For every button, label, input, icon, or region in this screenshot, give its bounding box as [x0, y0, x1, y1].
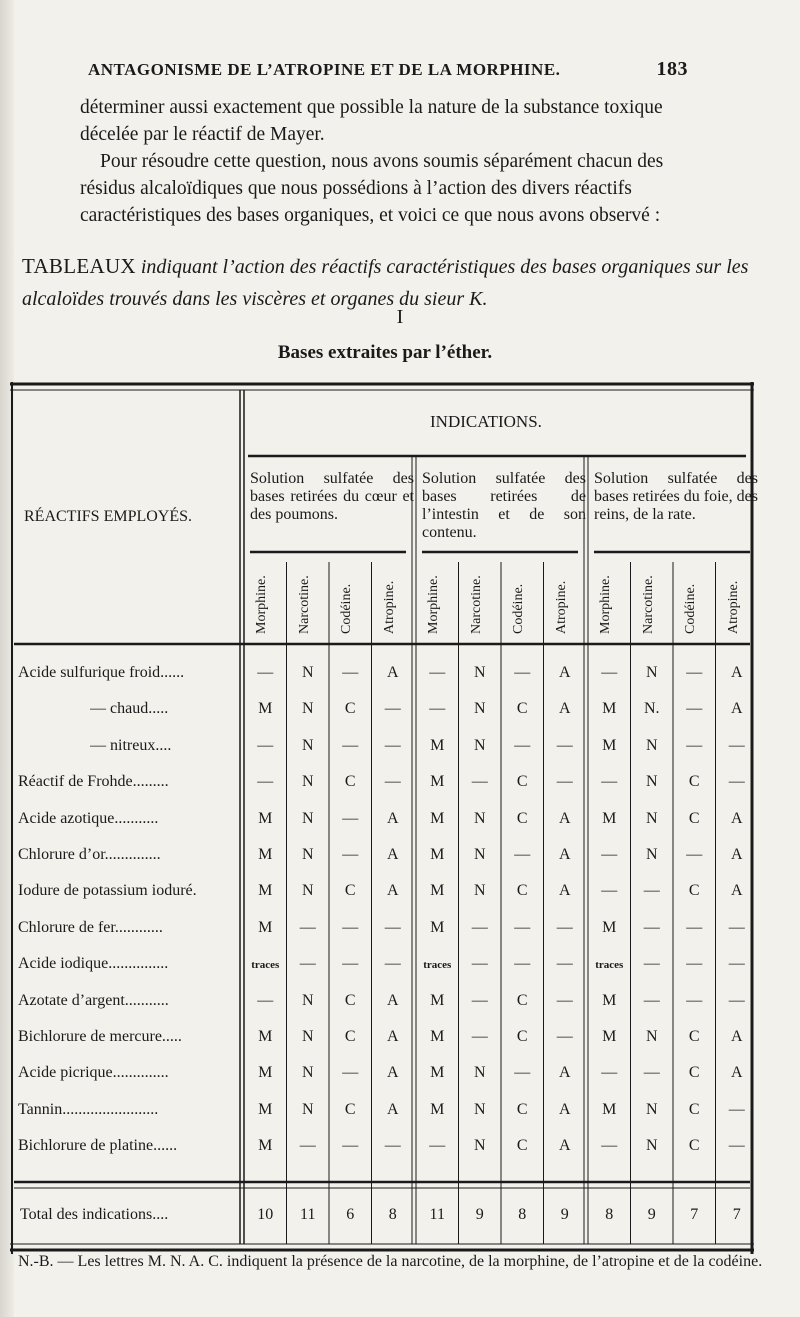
table-cell: M: [430, 809, 445, 827]
table-cell: —: [429, 664, 446, 681]
table-cell: —: [643, 991, 660, 1009]
table-cell: A: [730, 664, 743, 681]
table-cell: A: [386, 1100, 399, 1118]
table-cell: N: [301, 1100, 314, 1118]
table-cell: A: [386, 846, 399, 863]
table-cell: —: [556, 773, 573, 791]
table-cell: —: [257, 664, 274, 681]
table-cell: M: [430, 1064, 445, 1082]
total-cell: 9: [647, 1206, 656, 1223]
table-subtitle: Bases extraites par l’éther.: [277, 342, 493, 363]
table-cell: —: [686, 664, 703, 681]
page-number: 183: [656, 58, 688, 80]
table-number: I: [396, 306, 404, 328]
total-cell: 7: [732, 1206, 741, 1223]
table-cell: N: [645, 736, 658, 754]
total-cell: 9: [560, 1206, 569, 1223]
table-cell: M: [430, 736, 445, 754]
table-cell: —: [686, 955, 703, 973]
table-cell: —: [601, 664, 618, 681]
table-cell: —: [257, 773, 274, 791]
table-cell: A: [558, 846, 571, 863]
table-cell: —: [514, 664, 531, 681]
table-cell: C: [344, 773, 356, 791]
table-cell: —: [686, 918, 703, 936]
table-cell: N: [473, 882, 486, 900]
table-cell: N: [473, 1100, 486, 1118]
table-cell: —: [728, 918, 745, 936]
table-cell: C: [688, 882, 700, 900]
table-cell: C: [344, 700, 356, 718]
table-cell: —: [728, 955, 745, 973]
table-cell: A: [730, 809, 743, 827]
table-cell: —: [728, 1137, 745, 1155]
total-cell: 9: [475, 1206, 484, 1223]
alkaloid-column-label: Codéine.: [339, 583, 354, 634]
table-cell: N: [473, 1137, 486, 1155]
footnote: N.-B. — Les lettres M. N. A. C. indiquent la présence de la narcotine, de la morphine, de l’atropine et de la codéine.: [18, 1253, 763, 1270]
table-cell: A: [558, 882, 571, 900]
table-cell: —: [342, 1137, 359, 1155]
table-cell: —: [384, 773, 401, 791]
table-cell: A: [730, 882, 743, 900]
table-cell: N: [473, 846, 486, 863]
reagent-label: Bichlorure de platine......: [18, 1137, 178, 1155]
table-cell: A: [386, 809, 399, 827]
reagent-label: Bichlorure de mercure.....: [18, 1028, 182, 1045]
table-cell: —: [556, 918, 573, 936]
table-cell: M: [258, 809, 273, 827]
table-cell: N: [301, 664, 314, 681]
table-cell: M: [430, 991, 445, 1009]
table-cell: N: [645, 664, 658, 681]
table-cell: M: [258, 882, 273, 900]
table-cell: M: [602, 700, 617, 718]
table-cell: A: [730, 1028, 743, 1045]
alkaloid-column-label: Atropine.: [725, 580, 741, 634]
table-cell: C: [516, 700, 528, 718]
alkaloid-column-label: Atropine.: [381, 580, 397, 634]
table-cell: —: [686, 991, 703, 1009]
table-cell: —: [601, 882, 618, 900]
table-cell: A: [730, 1064, 743, 1082]
table-cell: N: [301, 773, 314, 791]
table-cell: —: [514, 736, 531, 754]
table-cell: traces: [423, 959, 452, 972]
table-cell: M: [430, 882, 445, 900]
table-cell: —: [514, 955, 531, 973]
table-cell: N: [473, 1064, 486, 1082]
table-cell: —: [257, 991, 274, 1009]
reagent-label: Iodure de potassium ioduré.: [18, 882, 197, 900]
table-cell: C: [516, 1137, 528, 1155]
alkaloid-column-label: Narcotine.: [640, 575, 656, 634]
table-cell: A: [558, 1064, 571, 1082]
table-cell: M: [602, 809, 617, 827]
total-cell: 8: [518, 1206, 527, 1223]
table-cell: C: [516, 882, 528, 900]
table-cell: —: [601, 1064, 618, 1082]
table-cell: —: [299, 918, 316, 936]
reagent-label: — nitreux....: [90, 736, 172, 754]
table-cell: —: [257, 736, 274, 754]
table-cell: —: [514, 1064, 531, 1082]
table-cell: —: [686, 700, 703, 718]
table-cell: C: [344, 1028, 356, 1045]
group-header: Solution sulfatée des bases retirées de l’intestin et de son contenu.: [422, 470, 586, 541]
table-cell: —: [514, 846, 531, 863]
table-cell: —: [728, 991, 745, 1009]
table-cell: —: [514, 918, 531, 936]
table-cell: M: [602, 918, 617, 936]
table-cell: N: [645, 1100, 658, 1118]
table-cell: —: [342, 918, 359, 936]
table-cell: —: [342, 664, 359, 681]
table-cell: traces: [595, 959, 624, 972]
table-cell: M: [430, 846, 445, 863]
table-cell: —: [471, 918, 488, 936]
total-cell: 8: [388, 1206, 397, 1223]
table-cell: —: [342, 846, 359, 863]
table-cell: M: [430, 1028, 445, 1045]
table-cell: N: [645, 1028, 658, 1045]
paragraph: Pour résoudre cette question, nous avons soumis séparément chacun des résidus alcaloïdiques que nous possédions à l’action des divers réactifs caractéristiques des bases organiques, et voici ce que nous avons observé :: [80, 151, 664, 226]
table-cell: N: [301, 736, 314, 754]
total-cell: 7: [690, 1206, 699, 1223]
table-cell: —: [429, 1137, 446, 1155]
table-cell: A: [558, 700, 571, 718]
table-cell: N: [645, 1137, 658, 1155]
alkaloid-column-label: Morphine.: [254, 575, 269, 634]
table-cell: M: [430, 1100, 445, 1118]
table-cell: —: [384, 918, 401, 936]
table-cell: —: [601, 1137, 618, 1155]
group-header: Solution sulfatée des bases retirées du foie, des reins, de la rate.: [594, 470, 758, 523]
table-cell: M: [258, 1137, 273, 1155]
table-cell: —: [643, 882, 660, 900]
table-cell: C: [688, 1137, 700, 1155]
table-cell: N: [473, 664, 486, 681]
table-cell: C: [688, 1028, 700, 1045]
table-cell: N: [645, 846, 658, 863]
table-cell: C: [344, 882, 356, 900]
table-cell: C: [516, 1028, 528, 1045]
total-cell: 11: [429, 1206, 445, 1223]
reagent-label: — chaud.....: [90, 700, 169, 718]
table-cell: N: [301, 991, 314, 1009]
running-head: [88, 60, 688, 80]
table-cell: —: [643, 955, 660, 973]
table-cell: N: [301, 809, 314, 827]
table-cell: A: [558, 1137, 571, 1155]
reagent-label: Acide sulfurique froid......: [18, 664, 185, 681]
table-cell: M: [258, 1100, 273, 1118]
table-cell: M: [430, 918, 445, 936]
table-cell: A: [730, 846, 743, 863]
table-cell: —: [686, 736, 703, 754]
table-cell: N: [473, 809, 486, 827]
alkaloid-column-label: Narcotine.: [296, 575, 312, 634]
table-cell: —: [556, 1028, 573, 1045]
reagent-label: Réactif de Frohde.........: [18, 773, 169, 791]
table-cell: —: [384, 736, 401, 754]
indications-header: INDICATIONS.: [430, 412, 542, 431]
table-cell: N: [473, 700, 486, 718]
reagent-table: [10, 382, 758, 1254]
table-cell: C: [516, 773, 528, 791]
table-cell: —: [601, 773, 618, 791]
total-label: Total des indications....: [20, 1206, 169, 1223]
table-cell: A: [558, 664, 571, 681]
alkaloid-column-label: Codéine.: [683, 583, 698, 634]
paragraph: déterminer aussi exactement que possible la nature de la substance toxique décelée par le réactif de Mayer.: [80, 97, 663, 145]
alkaloid-column-label: Morphine.: [598, 575, 613, 634]
alkaloid-column-label: Morphine.: [426, 575, 441, 634]
total-cell: 10: [257, 1206, 274, 1223]
table-cell: N: [301, 700, 314, 718]
table-cell: —: [342, 809, 359, 827]
table-cell: C: [516, 991, 528, 1009]
table-cell: C: [688, 809, 700, 827]
table-cell: N: [301, 882, 314, 900]
table-cell: —: [342, 736, 359, 754]
table-cell: N: [645, 773, 658, 791]
table-cell: —: [429, 700, 446, 718]
alkaloid-column-label: Narcotine.: [468, 575, 484, 634]
alkaloid-column-label: Codéine.: [511, 583, 526, 634]
caption-lead: TABLEAUX: [22, 254, 136, 278]
table-cell: —: [556, 955, 573, 973]
table-cell: C: [344, 991, 356, 1009]
table-cell: M: [602, 1100, 617, 1118]
group-header: Solution sulfatée des bases retirées du cœur et des poumons.: [250, 470, 414, 523]
table-cell: —: [686, 846, 703, 863]
caption-text: indiquant l’action des réactifs caractéristiques des bases organiques sur les alcaloïdes trouvés dans les viscères et organes du sieur K.: [22, 256, 749, 310]
table-cell: M: [602, 736, 617, 754]
table-cell: M: [258, 700, 273, 718]
total-cell: 8: [605, 1206, 614, 1223]
table-cell: N: [301, 846, 314, 863]
table-cell: —: [728, 736, 745, 754]
table-cell: N: [645, 809, 658, 827]
table-cell: M: [602, 991, 617, 1009]
table-cell: A: [386, 1028, 399, 1045]
table-cell: —: [384, 955, 401, 973]
table-cell: —: [643, 918, 660, 936]
reagent-label: Acide iodique...............: [18, 955, 169, 973]
table-cell: A: [386, 882, 399, 900]
table-cell: —: [342, 1064, 359, 1082]
table-cell: C: [516, 809, 528, 827]
running-title: ANTAGONISME DE L’ATROPINE ET DE LA MORPHINE.: [88, 60, 561, 79]
table-cell: —: [471, 955, 488, 973]
table-cell: N.: [643, 700, 660, 718]
alkaloid-column-label: Atropine.: [553, 580, 569, 634]
table-cell: —: [299, 1137, 316, 1155]
reagents-header: RÉACTIFS EMPLOYÉS.: [24, 508, 193, 525]
table-cell: A: [386, 1064, 399, 1082]
table-cell: —: [728, 773, 745, 791]
table-cell: M: [258, 846, 273, 863]
table-cell: C: [688, 773, 700, 791]
table-cell: —: [384, 700, 401, 718]
table-cell: —: [471, 1028, 488, 1045]
table-cell: —: [556, 991, 573, 1009]
table-cell: —: [471, 773, 488, 791]
table-cell: A: [386, 991, 399, 1009]
table-cell: A: [558, 809, 571, 827]
table-cell: M: [258, 1064, 273, 1082]
table-cell: C: [688, 1100, 700, 1118]
table-cell: —: [299, 955, 316, 973]
reagent-label: Azotate d’argent...........: [18, 991, 169, 1009]
table-cell: N: [301, 1028, 314, 1045]
table-cell: —: [384, 1137, 401, 1155]
table-cell: —: [643, 1064, 660, 1082]
table-cell: A: [558, 1100, 571, 1118]
reagent-label: Chlorure de fer............: [18, 918, 163, 936]
reagent-label: Chlorure d’or..............: [18, 846, 161, 863]
table-cell: N: [473, 736, 486, 754]
total-cell: 11: [300, 1206, 316, 1223]
reagent-label: Acide azotique...........: [18, 809, 159, 827]
table-cell: traces: [251, 959, 280, 972]
table-cell: C: [688, 1064, 700, 1082]
table-cell: —: [728, 1100, 745, 1118]
table-cell: M: [430, 773, 445, 791]
table-cell: M: [602, 1028, 617, 1045]
table-cell: M: [258, 918, 273, 936]
table-cell: A: [386, 664, 399, 681]
table-cell: —: [601, 846, 618, 863]
table-cell: —: [471, 991, 488, 1009]
table-cell: C: [516, 1100, 528, 1118]
table-cell: N: [301, 1064, 314, 1082]
reagent-label: Tannin........................: [18, 1100, 159, 1118]
table-cell: A: [730, 700, 743, 718]
reagent-label: Acide picrique..............: [18, 1064, 169, 1082]
table-cell: —: [342, 955, 359, 973]
table-cell: —: [556, 736, 573, 754]
table-cell: M: [258, 1028, 273, 1045]
total-cell: 6: [346, 1206, 355, 1223]
table-cell: C: [344, 1100, 356, 1118]
